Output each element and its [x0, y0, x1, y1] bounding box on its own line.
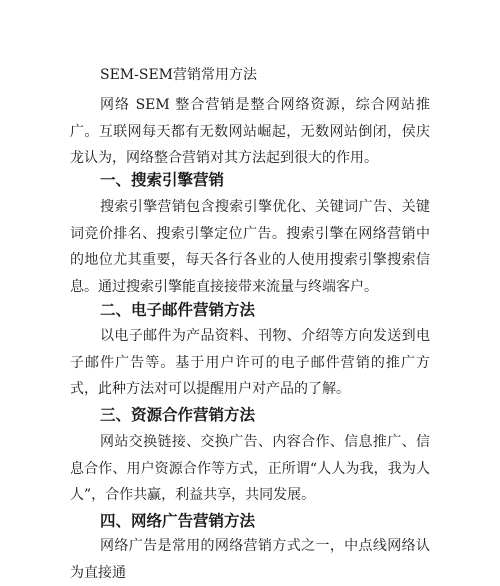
intro-paragraph: 网络 SEM 整合营销是整合网络资源，综合网站推广。互联网每天都有无数网站崛起，无数网站倒闭，侯庆龙认为，网络整合营销对其方法起到很大的作用。: [70, 97, 430, 166]
section-body-resource-cooperation: 网站交换链接、交换广告、内容合作、信息推广、信息合作、用户资源合作等方式，正所谓“人人为我，我为人人”，合作共赢，利益共享，共同发展。: [70, 434, 430, 503]
section-heading-search-engine: 一、搜索引擎营销: [100, 171, 225, 189]
section-heading-email: 二、电子邮件营销方法: [100, 301, 256, 319]
document-title: SEM-SEM营销常用方法: [100, 67, 258, 83]
section-heading-online-advertising: 四、网络广告营销方法: [100, 512, 256, 530]
section-heading-resource-cooperation: 三、资源合作营销方法: [100, 406, 256, 424]
section-body-email: 以电子邮件为产品资料、刊物、介绍等方向发送到电子邮件广告等。基于用户许可的电子邮件营销的推广方式，此种方法对可以提醒用户对产品的了解。: [70, 328, 430, 397]
section-body-search-engine: 搜索引擎营销包含搜索引擎优化、关键词广告、关键词竞价排名、搜索引擎定位广告。搜索引擎在网络营销中的地位尤其重要，每天各行各业的人使用搜索引擎搜索信息。通过搜索引擎能直接接带来流量与终端客户。: [70, 199, 430, 295]
section-body-online-advertising: 网络广告是常用的网络营销方式之一，中点线网络认为直接通: [70, 538, 430, 581]
